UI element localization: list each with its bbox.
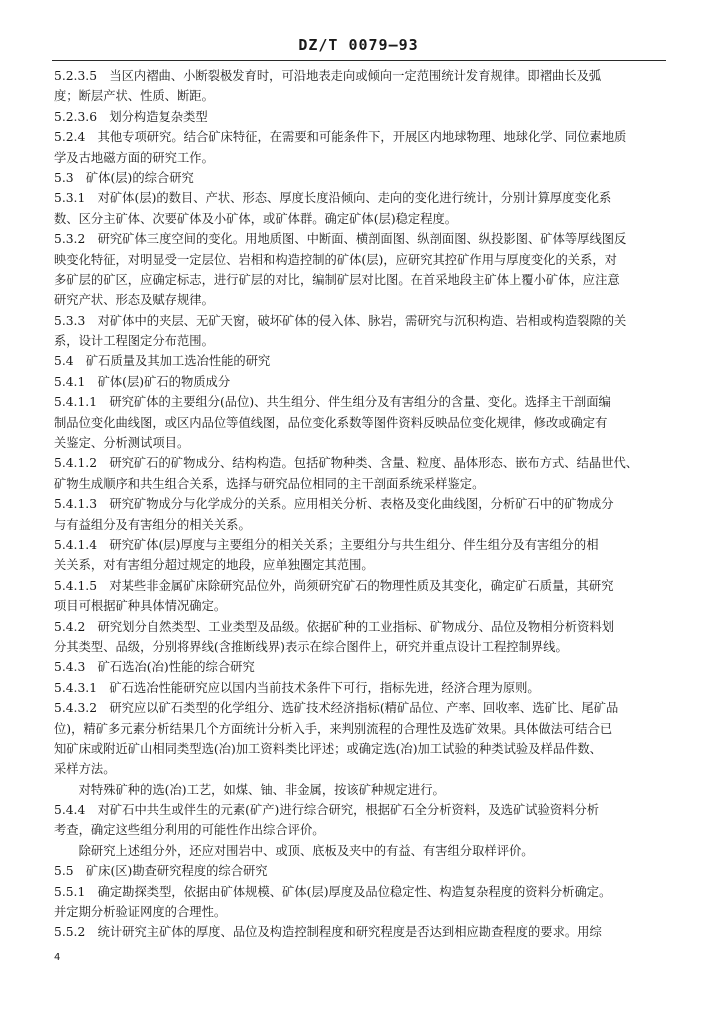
text-line: 位)，精矿多元素分析结果几个方面统计分析入手，来判别流程的合理性及选矿效果。具体做法可结合已	[54, 721, 613, 736]
text-line: 对特殊矿种的选(冶)工艺，如煤、铀、非金属，按该矿种规定进行。	[54, 782, 445, 797]
section-heading: 5.4 矿石质量及其加工选冶性能的研究	[54, 354, 271, 369]
text-line: 多矿层的矿区，应确定标志，进行矿层的对比，编制矿层对比图。在首采地段主矿体上覆小矿体，应注意	[54, 272, 620, 287]
text-line: 5.5.1 确定勘探类型，依据由矿体规模、矿体(层)厚度及品位稳定性、构造复杂程度的资料分析确定。	[54, 884, 612, 899]
text-line: 5.4.1.1 研究矿体的主要组分(品位)、共生组分、伴生组分及有害组分的含量、变化。选择主干剖面编	[54, 395, 611, 410]
text-line: 5.4.1.4 研究矿体(层)厚度与主要组分的相关关系；主要组分与共生组分、伴生组分及有害组分的相	[54, 537, 599, 552]
header-rule	[52, 60, 666, 61]
text-line: 5.4.1.2 研究矿石的矿物成分、结构构造。包括矿物种类、含量、粒度、晶体形态、嵌布方式、结晶世代、	[54, 456, 639, 471]
text-line: 关关系，对有害组分超过规定的地段，应单独圈定其范围。	[54, 558, 374, 573]
text-line: 5.2.4 其他专项研究。结合矿床特征，在需要和可能条件下，开展区内地球物理、地球化学、同位素地质	[54, 130, 627, 145]
text-line: 5.2.3.6 划分构造复杂类型	[54, 109, 208, 124]
text-line: 研究产状、形态及赋存规律。	[54, 293, 214, 308]
text-line: 5.4.3.2 研究应以矿石类型的化学组分、选矿技术经济指标(精矿品位、产率、回收率、选矿比、尾矿品	[54, 701, 619, 716]
standard-code-header: DZ/T 0079—93	[298, 36, 419, 54]
section-heading: 5.3 矿体(层)的综合研究	[54, 170, 194, 185]
text-line: 采样方法。	[54, 762, 116, 777]
text-line: 5.5.2 统计研究主矿体的厚度、品位及构造控制程度和研究程度是否达到相应勘查程度的要求。用综	[54, 925, 602, 940]
text-line: 考查，确定这些组分利用的可能性作出综合评价。	[54, 823, 325, 838]
text-line: 5.2.3.5 当区内褶曲、小断裂极发育时，可沿地表走向或倾向一定范围统计发育规律。即褶曲长及弧	[54, 69, 602, 83]
text-line: 制品位变化曲线图，或区内品位等值线图，品位变化系数等图件资料反映品位变化规律，修改或确定有	[54, 415, 608, 430]
text-line: 除研究上述组分外，还应对围岩中、或顶、底板及夹中的有益、有害组分取样评价。	[54, 843, 534, 858]
body-text	[54, 66, 668, 943]
text-line: 5.4.1.5 对某些非金属矿床除研究品位外，尚须研究矿石的物理性质及其变化，确定矿石质量，其研究	[54, 578, 614, 593]
text-line: 学及古地磁方面的研究工作。	[54, 150, 214, 165]
page-number: 4	[54, 952, 61, 963]
text-line: 度；断层产状、性质、断距。	[54, 89, 214, 104]
text-line: 知矿床或附近矿山相同类型选(冶)加工资料类比评述；或确定选(冶)加工试验的种类试验及样品件数、	[54, 741, 602, 756]
text-line: 矿物生成顺序和共生组合关系，选择与研究品位相同的主干剖面系统采样鉴定。	[54, 476, 485, 491]
text-line: 5.4.3.1 矿石选冶性能研究应以国内当前技术条件下可行，指标先进，经济合理为原则。	[54, 680, 540, 695]
text-line: 并定期分析验证网度的合理性。	[54, 905, 227, 920]
text-line: 5.4.1.3 研究矿物成分与化学成分的关系。应用相关分析、表格及变化曲线图，分析矿石中的矿物成分	[54, 497, 614, 512]
text-line: 项目可根据矿种具体情况确定。	[54, 599, 227, 614]
text-line: 数、区分主矿体、次要矿体及小矿体，或矿体群。确定矿体(层)稳定程度。	[54, 211, 458, 226]
text-line: 5.4.4 对矿石中共生或伴生的元素(矿产)进行综合研究，根据矿石全分析资料，及选矿试验资料分析	[54, 803, 600, 818]
subsection-heading: 5.4.1 矿体(层)矿石的物质成分	[54, 374, 231, 389]
text-line: 与有益组分及有害组分的相关关系。	[54, 517, 251, 532]
text-line: 5.4.2 研究划分自然类型、工业类型及品级。依据矿种的工业指标、矿物成分、品位及物相分析资料划	[54, 619, 615, 634]
text-line: 映变化特征，对明显受一定层位、岩相和构造控制的矿体(层)，应研究其控矿作用与厚度变化的关系，对	[54, 252, 617, 267]
text-line: 5.3.3 对矿体中的夹层、无矿天窗，破坏矿体的侵入体、脉岩，需研究与沉积构造、岩相或构造裂隙的关	[54, 313, 627, 328]
text-line: 分其类型、品级，分别将界线(含推断线界)表示在综合图件上，研究并重点设计工程控制界线。	[54, 639, 568, 654]
text-line: 5.3.2 研究矿体三度空间的变化。用地质图、中断面、横剖面图、纵剖面图、纵投影图、矿体等厚线图反	[54, 232, 627, 247]
text-line: 关鉴定、分析测试项目。	[54, 436, 190, 451]
text-line: 5.3.1 对矿体(层)的数目、产状、形态、厚度长度沿倾向、走向的变化进行统计，分别计算厚度变化系	[54, 191, 612, 206]
section-heading: 5.5 矿床(区)勘查研究程度的综合研究	[54, 864, 268, 879]
text-line: 系，设计工程图定分布范围。	[54, 334, 214, 349]
subsection-heading: 5.4.3 矿石选冶(冶)性能的综合研究	[54, 660, 255, 675]
